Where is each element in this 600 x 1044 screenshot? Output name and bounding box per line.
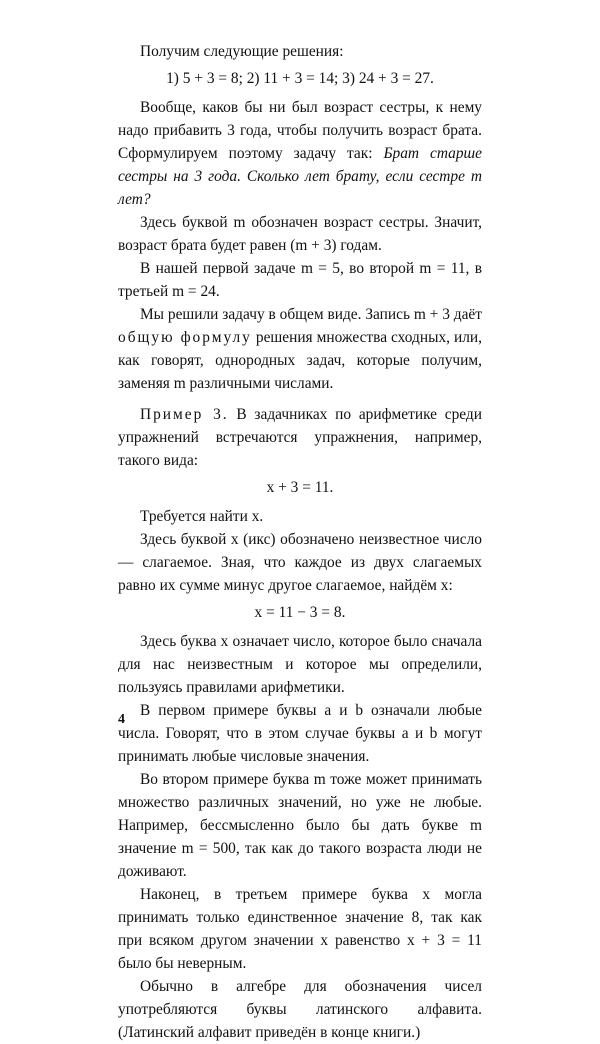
page-number: 4: [118, 712, 125, 727]
solutions-line: 1) 5 + 3 = 8; 2) 11 + 3 = 14; 3) 24 + 3 = 27.: [166, 70, 434, 87]
paragraph-latin: Обычно в алгебре для обозначения чисел употребляются буквы латинского алфавита. (Латинский алфавит приведён в конце книги.): [118, 978, 482, 1041]
paragraph-unknown: Здесь буквой x (икс) обозначено неизвестное число — слагаемое. Зная, что каждое из двух слагаемых равно их сумме минус другое слагаемое, найдём x:: [118, 531, 482, 594]
equation-x-plus-3: x + 3 = 11.: [266, 479, 334, 496]
paragraph-values: В нашей первой задаче m = 5, во второй m = 11, в третьей m = 24.: [118, 260, 482, 300]
italic-problem: Брат старше сестры на 3 года. Сколько лет брату, если сестре m лет?: [118, 145, 482, 208]
paragraph-first-example: В первом примере буквы a и b означали любые числа. Говорят, что в этом случае буквы a и b могут принимать любые числовые значения.: [118, 702, 482, 765]
paragraph-formula: Мы решили задачу в общем виде. Запись m + 3 даёт общую формулу решения множества сходных, или, как говорят, однородных задач, которые получим, заменяя m различными числами.: [118, 306, 482, 392]
equation-solution: x = 11 − 3 = 8.: [254, 604, 346, 621]
spaced-term: общую формулу: [118, 329, 252, 346]
paragraph-intro: Получим следующие решения:: [140, 43, 344, 60]
paragraph-second-example: Во втором примере буква m тоже может принимать множество различных значений, но уже не любые. Например, бессмысленно было бы дать букве m значение m = 500, так как до такого возраста люди не доживают.: [118, 771, 482, 880]
page-text: [118, 40, 482, 1044]
paragraph-third-example: Наконец, в третьем примере буква x могла принимать только единственное значение 8, так как при всяком другом значении x равенство x + 3 = 11 было бы неверным.: [118, 886, 482, 972]
paragraph-find-x: Требуется найти x.: [140, 508, 264, 525]
paragraph-meaning: Здесь буква x означает число, которое было сначала для нас неизвестным и которое мы определили, пользуясь правилами арифметики.: [118, 633, 482, 696]
paragraph-letter-m: Здесь буквой m обозначен возраст сестры. Значит, возраст брата будет равен (m + 3) годам.: [118, 214, 482, 254]
paragraph-general: Вообще, каков бы ни был возраст сестры, к нему надо прибавить 3 года, чтобы получить возраст брата. Сформулируем поэтому задачу так: Брат старше сестры на 3 года. Сколько лет брату, если сестре m лет?: [118, 99, 482, 208]
paragraph-example3: Пример 3. В задачниках по арифметике среди упражнений встречаются упражнения, например, такого вида:: [118, 406, 482, 469]
example-heading: Пример 3.: [140, 406, 229, 423]
